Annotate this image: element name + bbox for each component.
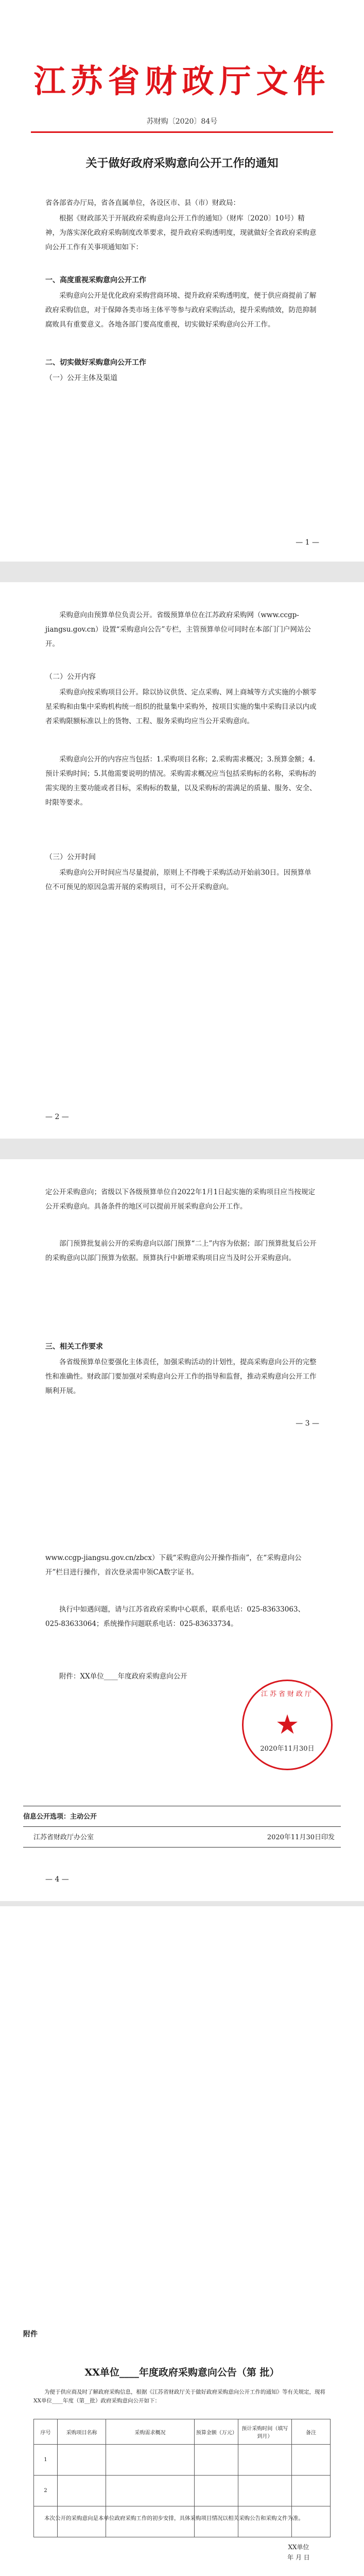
section-3-title: 三、相关工作要求 [45, 1343, 103, 1351]
section-2-title: 二、切实做好采购意向公开工作 [45, 359, 146, 367]
col-header: 序号 [34, 2419, 58, 2445]
attachment-intro: 为便于供应商及时了解政府采购信息，根据《江苏省财政厅关于做好政府采购意向公开工作的通知》等有关规定，现将XX单位____年度（第__批）政府采购意向公开如下： [33, 2389, 325, 2404]
section-1-text: 采购意向公开是优化政府采购营商环境、提升政府采购透明度，便于供应商提前了解政府采购信息，对于保障各类市场主体平等参与政府采购活动，提升采购绩效，防范抑制腐败具有重要意义。各地各部门要高度重视，切实做好采购意向公开工作。 [45, 292, 317, 329]
p4-text-1: www.ccgp-jiangsu.gov.cn/zbcx）下载“采购意向公开操作指南”，在“采购意向公开”栏目进行操作，首次登录需申领CA数字证书。 [45, 1554, 302, 1577]
p2-text-2: 采购意向按采购项目公开。除以协议供货、定点采购、网上商城等方式实施的小额零星采购和由集中采购机构统一组织的批量集中采购外，按项目实施的集中采购目录以内或者采购限额标准以上的货物、工程、服务采购均应当公开采购意向。 [45, 688, 317, 725]
cell-no: 1 [34, 2445, 58, 2476]
page-number-2: — 2 — [45, 1113, 69, 1121]
attachment-line: 附件：XX单位____年度政府采购意向公开 [59, 1672, 187, 1681]
p4-text-2: 执行中如遇问题，请与江苏省政府采购中心联系，联系电话：025-83633063、025-83633064；系统操作问题联系电话：025-83633734。 [45, 1605, 305, 1628]
info-public-option: 信息公开选项：主动公开 [23, 1813, 97, 1821]
col-header: 备注 [292, 2419, 331, 2445]
seal-ring-text: 江苏省财政厅 [261, 1690, 314, 1698]
intro-paragraph: 根据《财政部关于开展政府采购意向公开工作的通知》（财库〔2020〕10号）精神，为落实深化政府采购制度改革要求，提升政府采购透明度，现就做好全省政府采购意向公开工作有关事项通知如下： [45, 214, 317, 251]
attachment-title: XX单位____年度政府采购意向公告（第 批） [84, 2367, 280, 2378]
section-1-title: 一、高度重视采购意向公开工作 [45, 276, 146, 284]
sign-date: 年 月 日 [287, 2554, 310, 2561]
section-2-sub-2: （二）公开内容 [45, 673, 96, 681]
p2-text-4: 采购意向公开时间应当尽量提前，原则上不得晚于采购活动开始前30日。因预算单位不可预见的原因急需开展的采购项目，可不公开采购意向。 [45, 869, 311, 891]
sign-unit: XX单位 [288, 2544, 309, 2551]
page-number-4: — 4 — [45, 1875, 69, 1884]
recipients: 省各部省办厅局，省各直属单位，各设区市、县（市）财政局： [45, 199, 240, 207]
red-divider [31, 131, 333, 133]
cell-note [292, 2476, 331, 2506]
col-header: 采购需求概况 [106, 2419, 195, 2445]
cell-name [57, 2476, 106, 2506]
section-2-sub-1: （一）公开主体及渠道 [45, 374, 117, 382]
section-2-sub-3: （三）公开时间 [45, 853, 96, 861]
cell-time [238, 2476, 291, 2506]
p2-text-3: 采购意向公开的内容应当包括：1.采购项目名称；2.采购需求概况；3.预算金额；4.预计采购时间；5.其他需要说明的情况。采购需求概况应当包括采购标的名称，采购标的需实现的主要功能或者目标，采购标的数量，以及采购标的需满足的质量、服务、安全、时限等要求。 [45, 755, 317, 807]
cell-desc [106, 2445, 195, 2476]
document-number: 苏财购〔2020〕84号 [146, 117, 218, 126]
col-header: 预计采购时间（填写到月） [238, 2419, 291, 2445]
p3-text-1: 定公开采购意向；省级以下各级预算单位自2022年1月1日起实施的采购项目应当按规定公开采购意向。具备条件的地区可以提前开展采购意向公开工作。 [45, 1188, 316, 1211]
p2-text-1: 采购意向由预算单位负责公开。省级预算单位在江苏政府采购网（www.ccgp-jiangsu.gov.cn）设置“采购意向公告”专栏，主管预算单位可同时在本部门门户网站公开。 [45, 611, 311, 648]
page-separator [0, 1139, 364, 1159]
table-row [34, 2476, 331, 2506]
cell-no: 2 [34, 2476, 58, 2506]
document-header-title: 江苏省财政厅文件 [33, 62, 331, 100]
p3-text-2: 部门预算批复前公开的采购意向以部门预算“二上”内容为依据；部门预算批复后公开的采购意向以部门预算为依据。预算执行中新增采购项目应当及时公开采购意向。 [45, 1240, 317, 1262]
info-rule-bottom [23, 1847, 341, 1848]
seal-star-icon: ★ [275, 1709, 300, 1740]
page-number-3: — 3 — [296, 1419, 319, 1428]
col-header: 采购项目名称 [57, 2419, 106, 2445]
col-header: 预算金额（万元） [194, 2419, 238, 2445]
issue-date: 2020年11月30日印发 [267, 1834, 335, 1841]
page-number-1: — 1 — [296, 538, 319, 547]
info-rule-mid [23, 1826, 341, 1827]
notice-title: 关于做好政府采购意向公开工作的通知 [85, 157, 279, 170]
cell-name [57, 2445, 106, 2476]
official-seal [242, 1680, 333, 1770]
cell-note [292, 2445, 331, 2476]
issuer: 江苏省财政厅办公室 [33, 1834, 94, 1841]
p3-text-3: 各省级预算单位要强化主体责任，加强采购活动的计划性，提高采购意向公开的完整性和准确性。财政部门要加强对采购意向公开工作的指导和监督，推动采购意向公开工作顺利开展。 [45, 1358, 317, 1395]
cell-time [238, 2445, 291, 2476]
page-separator [0, 562, 364, 582]
attachment-footnote: 本次公开的采购意向是本单位政府采购工作的初步安排，具体采购项目情况以相关采购公告和采购文件为准。 [44, 2515, 304, 2521]
table-header-row [34, 2419, 331, 2445]
cell-budget [194, 2476, 238, 2506]
cell-desc [106, 2476, 195, 2506]
seal-date: 2020年11月30日 [260, 1745, 315, 1753]
table-row [34, 2445, 331, 2476]
page-separator [0, 1901, 364, 1906]
attachment-label: 附件 [23, 2330, 38, 2338]
cell-budget [194, 2445, 238, 2476]
